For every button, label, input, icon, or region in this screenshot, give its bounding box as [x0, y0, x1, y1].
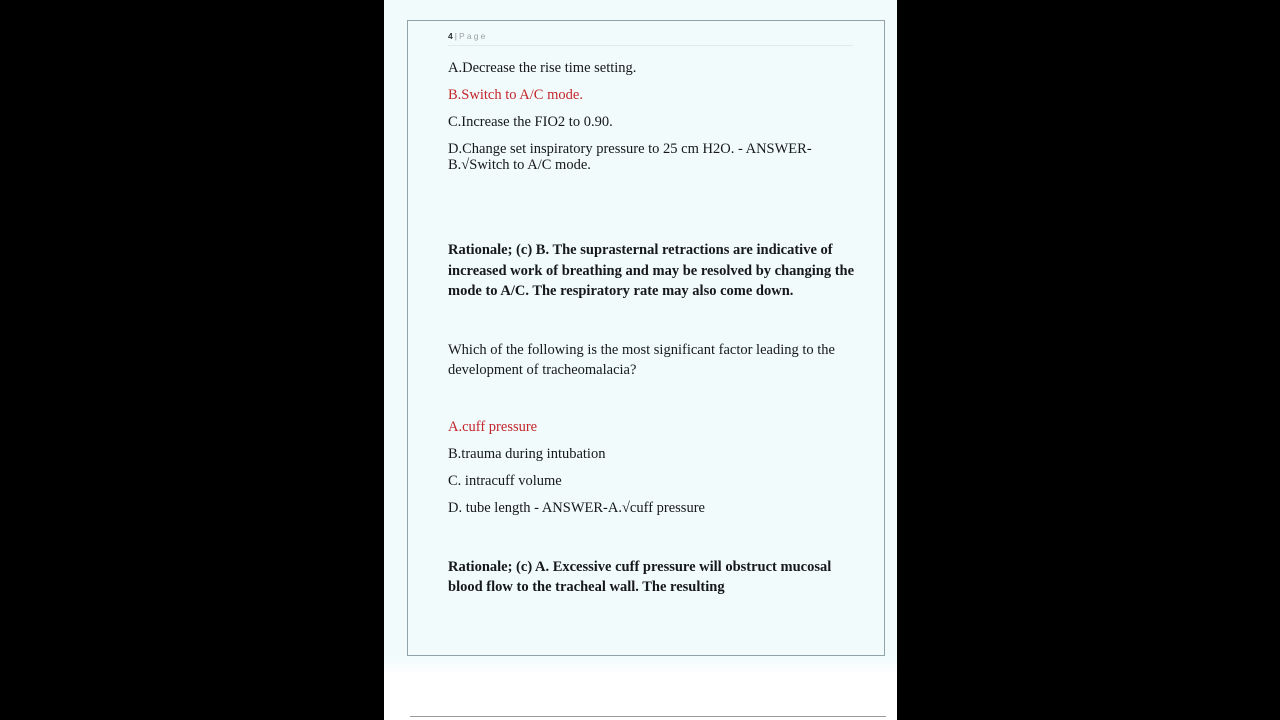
option-d-q1-line-1: D.Change set inspiratory pressure to 25 cm H2O. - ANSWER- — [448, 141, 812, 157]
option-a-q1: A.Decrease the rise time setting. — [448, 60, 637, 76]
option-a-q2: A.cuff pressure — [448, 418, 538, 435]
option-d-q2: D. tube length - ANSWER-A.√cuff pressure — [448, 499, 705, 516]
document-page-2-top-rule — [410, 716, 886, 717]
page-content-area — [448, 31, 860, 598]
inter-page-gap — [384, 672, 897, 720]
document-viewer-column[interactable] — [384, 0, 897, 720]
spacer-after-rationale-one — [448, 302, 860, 340]
question-two-options — [448, 419, 860, 516]
option-c-q1: C.Increase the FIO2 to 0.90. — [448, 114, 613, 130]
answer-key-q1: B.√Switch to A/C mode. — [448, 157, 591, 173]
spacer-after-question-two-stem — [448, 381, 860, 419]
option-c-q2: C. intracuff volume — [448, 472, 562, 489]
page-number: 4 — [448, 31, 453, 41]
page-header-separator: | — [454, 31, 457, 41]
question-two-stem: Which of the following is the most significant factor leading to the development of tracheomalacia? — [448, 341, 835, 378]
option-b-q1: B.Switch to A/C mode. — [448, 87, 583, 103]
rationale-two: Rationale; (c) A. Excessive cuff pressure will obstruct mucosal blood flow to the tracheal wall. The resulting — [448, 558, 832, 595]
option-b-q2: B.trauma during intubation — [448, 445, 606, 462]
document-page-1[interactable] — [407, 20, 885, 656]
page-header-label: Page — [458, 31, 488, 41]
question-one-options — [448, 60, 860, 173]
spacer-after-q2-options — [448, 527, 860, 557]
rationale-one: Rationale; (c) B. The suprasternal retractions are indicative of increased work of breathing and may be resolved by changing the mode to A/C. The respiratory rate may also come down. — [448, 242, 855, 299]
spacer-after-q1-options — [448, 184, 860, 240]
page-header — [448, 31, 853, 46]
